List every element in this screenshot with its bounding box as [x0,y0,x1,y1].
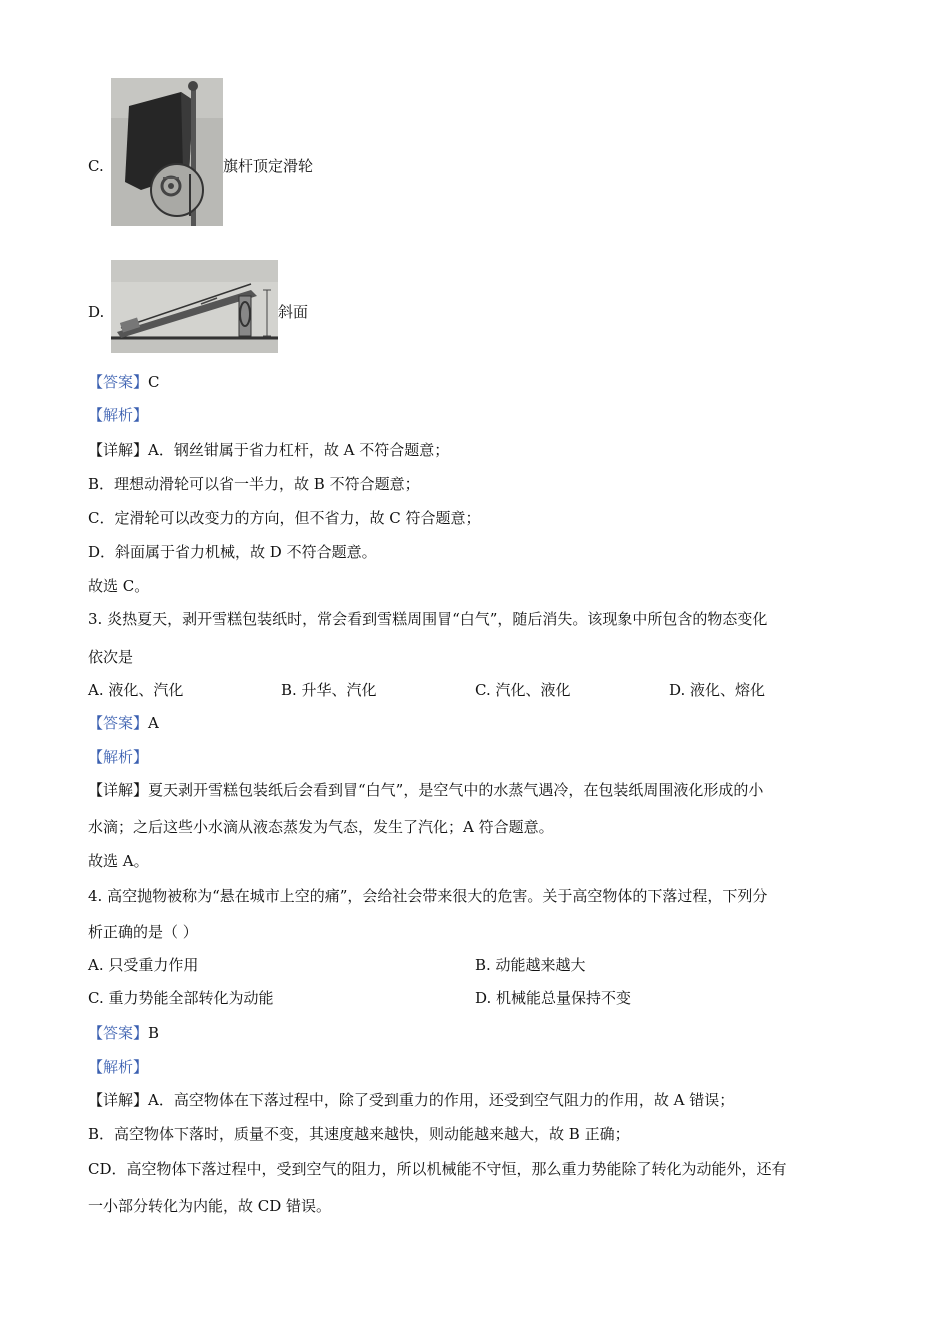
q4-option-d: D. 机械能总量保持不变 [475,989,632,1007]
q3-option-a: A. 液化、汽化 [88,681,184,699]
detail-tag: 【详解】 [88,441,149,459]
q3-stem: 3. 炎热夏天，剥开雪糕包装纸时，常会看到雪糕周围冒“白气”，随后消失。该现象中所包含的物态变化 [88,610,768,628]
q2-answer: C [148,373,160,391]
answer-tag: 【答案】 [88,1024,149,1042]
q4-detail-line: B．高空物体下落时，质量不变，其速度越来越快，则动能越来越大，故 B 正确； [88,1125,630,1143]
detail-tag: 【详解】 [88,1091,149,1109]
q4-stem: 析正确的是（ ） [88,923,198,941]
q3-option-d: D. 液化、熔化 [669,681,766,699]
q3-stem: 依次是 [88,648,134,666]
detail-tag: 【详解】 [88,781,149,799]
q3-conclusion: 故选 A。 [88,852,149,870]
inclined-plane-image [111,260,278,353]
inclined-plane-photo [111,260,278,353]
q3-analysis-tag: 【解析】 [88,748,149,766]
q2-detail-line: A．钢丝钳属于省力杠杆，故 A 不符合题意； [148,441,450,459]
q3-option-b: B. 升华、汽化 [281,681,377,699]
option-c-caption: 旗杆顶定滑轮 [223,157,314,175]
q3-option-c: C. 汽化、液化 [475,681,571,699]
q2-detail-line: D．斜面属于省力机械，故 D 不符合题意。 [88,543,377,561]
q2-analysis-tag: 【解析】 [88,406,149,424]
q4-option-a: A. 只受重力作用 [88,956,199,974]
q2-detail-line: C．定滑轮可以改变力的方向，但不省力，故 C 符合题意； [88,509,481,527]
flagpole-pulley-image [111,78,223,226]
q4-option-c: C. 重力势能全部转化为动能 [88,989,274,1007]
q4-detail-row-1 [88,1090,734,1110]
answer-tag: 【答案】 [88,714,149,732]
q3-answer: A [148,714,159,732]
q2-answer-row [88,372,160,392]
option-d-caption: 斜面 [278,303,309,321]
q4-analysis-tag: 【解析】 [88,1058,149,1076]
q4-detail-line: 一小部分转化为内能，故 CD 错误。 [88,1197,332,1215]
q4-detail-line: CD．高空物体下落过程中，受到空气的阻力，所以机械能不守恒，那么重力势能除了转化为动能外，还有 [88,1160,787,1178]
q3-detail-line: 水滴；之后这些小水滴从液态蒸发为气态，发生了汽化；A 符合题意。 [88,818,554,836]
option-d-letter: D. [88,303,105,321]
q4-detail-line: A．高空物体在下落过程中，除了受到重力的作用，还受到空气阻力的作用，故 A 错误； [148,1091,735,1109]
q2-detail-row-1 [88,440,449,460]
q3-detail-line: 夏天剥开雪糕包装纸后会看到冒“白气”，是空气中的水蒸气遇冷，在包装纸周围液化形成的小 [148,781,764,799]
option-c-letter: C. [88,157,104,175]
q3-detail-row-1 [88,780,763,800]
q4-option-b: B. 动能越来越大 [475,956,586,974]
q2-detail-line: B．理想动滑轮可以省一半力，故 B 不符合题意； [88,475,420,493]
q4-answer-row [88,1023,159,1043]
answer-tag: 【答案】 [88,373,149,391]
q2-conclusion: 故选 C。 [88,577,150,595]
flagpole-pulley-photo [111,78,223,226]
q4-stem: 4. 高空抛物被称为“悬在城市上空的痛”，会给社会带来很大的危害。关于高空物体的下落过程，下列分 [88,887,768,905]
q4-answer: B [148,1024,160,1042]
q3-answer-row [88,713,159,733]
